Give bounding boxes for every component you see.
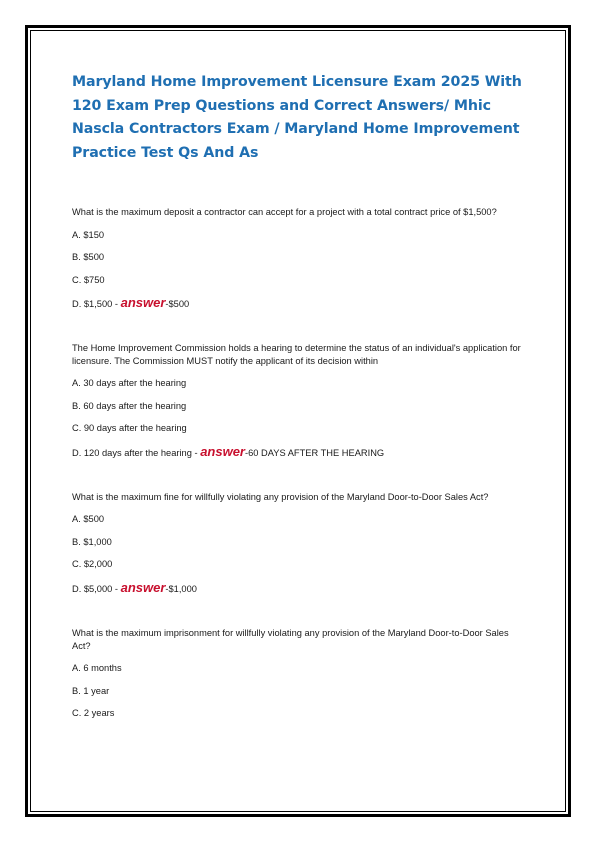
document-title: Maryland Home Improvement Licensure Exam 2025 With 120 Exam Prep Questions and Correct Answers/ Mhic Nascla Contractors Exam / Maryland Home Improvement Practice Test Qs And As	[72, 74, 522, 161]
option-a: A. 6 months	[72, 663, 122, 674]
question-4	[72, 627, 528, 720]
question-text: What is the maximum fine for willfully violating any provision of the Maryland Door-to-Door Sales Act?	[72, 491, 489, 502]
option-d: D. $5,000 -	[72, 583, 118, 594]
option-c: C. 2 years	[72, 708, 115, 719]
question-text: What is the maximum deposit a contractor can accept for a project with a total contract price of $1,500?	[72, 207, 497, 218]
answer-keyword: answer	[200, 443, 245, 459]
answer-value: -$500	[165, 299, 190, 310]
option-b: B. 1 year	[72, 685, 110, 696]
option-c: C. $2,000	[72, 559, 113, 570]
option-b: B. $500	[72, 252, 105, 263]
option-b: B. $1,000	[72, 536, 112, 547]
document-content	[72, 71, 528, 751]
option-d: D. $1,500 -	[72, 299, 118, 310]
option-d: D. 120 days after the hearing -	[72, 447, 198, 458]
option-b: B. 60 days after the hearing	[72, 400, 187, 411]
option-d-with-answer	[72, 296, 528, 311]
option-c: C. 90 days after the hearing	[72, 423, 187, 434]
option-d-with-answer	[72, 445, 528, 460]
question-3	[72, 491, 528, 596]
answer-keyword: answer	[120, 579, 166, 595]
option-a: A. $500	[72, 514, 105, 525]
option-c: C. $750	[72, 274, 105, 285]
answer-value: -60 DAYS AFTER THE HEARING	[245, 447, 385, 458]
question-1	[72, 206, 528, 311]
option-a: A. 30 days after the hearing	[72, 378, 187, 389]
question-text: What is the maximum imprisonment for willfully violating any provision of the Maryland Door-to-Door Sales Act?	[72, 627, 509, 651]
option-a: A. $150	[72, 229, 105, 240]
option-d-with-answer	[72, 581, 528, 596]
answer-keyword: answer	[120, 295, 166, 311]
question-text: The Home Improvement Commission holds a hearing to determine the status of an individual's application for licensure. The Commission MUST notify the applicant of its decision within	[72, 343, 521, 367]
question-2	[72, 342, 528, 460]
answer-value: -$1,000	[165, 583, 197, 594]
